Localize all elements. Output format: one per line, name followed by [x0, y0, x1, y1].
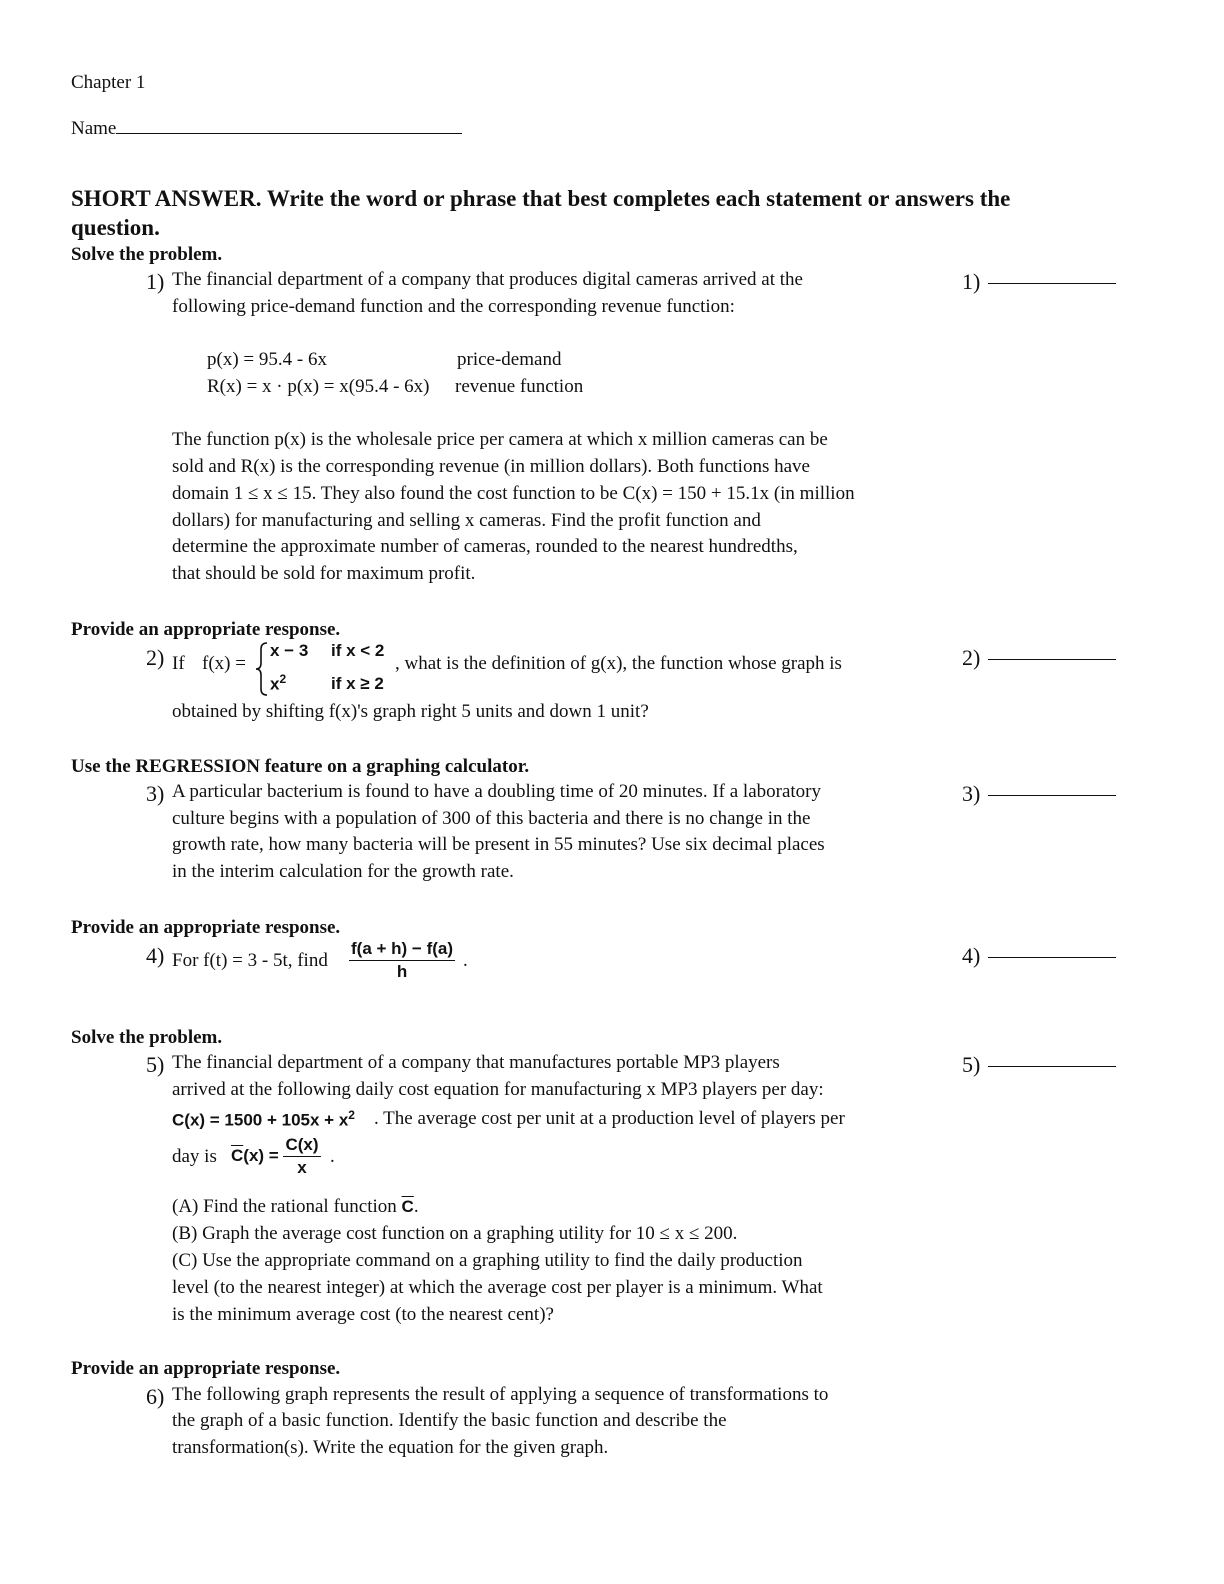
question-text: The function p(x) is the wholesale price per camera at which x million cameras can be — [172, 429, 828, 450]
question-text: A particular bacterium is found to have a doubling time of 20 minutes. If a laboratory — [172, 781, 821, 802]
name-blank-line[interactable] — [116, 133, 462, 134]
answer-blank[interactable] — [962, 269, 1116, 295]
question-text: obtained by shifting f(x)'s graph right 5 units and down 1 unit? — [172, 701, 649, 722]
answer-number: 2) — [962, 645, 981, 670]
question-text: arrived at the following daily cost equation for manufacturing x MP3 players per day: — [172, 1079, 824, 1100]
piecewise-case-2: $x^2$ — [270, 672, 287, 694]
question-text: The financial department of a company that produces digital cameras arrived at the — [172, 269, 803, 290]
piecewise-case-1: x − 3 — [270, 641, 309, 660]
period: . — [330, 1146, 335, 1167]
equation: p(x) = 95.4 - 6x — [207, 349, 327, 370]
question-text: growth rate, how many bacteria will be present in 55 minutes? Use six decimal places — [172, 834, 825, 855]
part-c: level (to the nearest integer) at which the average cost per player is a minimum. What — [172, 1277, 823, 1298]
answer-blank[interactable] — [962, 1052, 1116, 1078]
difference-quotient: $\frac{f(a + h) - f(a)}{h}$ — [351, 939, 454, 981]
chapter-title: Chapter 1 — [71, 72, 146, 93]
answer-blank[interactable] — [962, 943, 1116, 969]
question-number: 4) — [146, 943, 165, 968]
question-text: day is — [172, 1146, 217, 1167]
piecewise-condition-1: if x < 2 — [331, 641, 385, 660]
answer-line[interactable] — [988, 283, 1116, 284]
answer-blank[interactable] — [962, 781, 1116, 807]
question-text: dollars) for manufacturing and selling x cameras. Find the profit function and — [172, 510, 761, 531]
instructions-line-1: SHORT ANSWER. Write the word or phrase that best completes each statement or answers the — [71, 186, 1011, 211]
piecewise-condition-2: if x ≥ 2 — [331, 674, 384, 693]
question-text: The financial department of a company that manufactures portable MP3 players — [172, 1052, 780, 1073]
cost-equation: $C(x) = 1500 + 105x + x^2$ — [172, 1108, 355, 1130]
name-field[interactable] — [71, 118, 462, 140]
if-label: If — [172, 653, 185, 674]
question-text: in the interim calculation for the growth rate. — [172, 861, 514, 882]
question-text: sold and R(x) is the corresponding revenue (in million dollars). Both functions have — [172, 456, 810, 477]
question-text: the graph of a basic function. Identify the basic function and describe the — [172, 1410, 727, 1431]
equation-label: price-demand — [457, 349, 562, 370]
question-text: following price-demand function and the corresponding revenue function: — [172, 296, 735, 317]
section-heading: Solve the problem. — [71, 1027, 223, 1048]
function-label: f(x) = — [202, 653, 246, 674]
question-number: 5) — [146, 1052, 165, 1077]
section-heading: Provide an appropriate response. — [71, 1358, 341, 1379]
question-text: . The average cost per unit at a production level of players per — [374, 1108, 845, 1129]
part-b: (B) Graph the average cost function on a graphing utility for 10 ≤ x ≤ 200. — [172, 1223, 738, 1244]
question-text: determine the approximate number of cameras, rounded to the nearest hundredths, — [172, 536, 798, 557]
question-text: domain 1 ≤ x ≤ 15. They also found the cost function to be C(x) = 150 + 15.1x (in million — [172, 483, 855, 504]
section-heading: Provide an appropriate response. — [71, 619, 341, 640]
part-a: (A) Find the rational function $\overline{C}$. — [172, 1196, 419, 1217]
left-brace-icon — [254, 641, 270, 697]
answer-blank[interactable] — [962, 645, 1116, 671]
question-text: that should be sold for maximum profit. — [172, 563, 476, 584]
instructions-line-2: question. — [71, 215, 160, 240]
part-c: is the minimum average cost (to the nearest cent)? — [172, 1304, 554, 1325]
question-text: culture begins with a population of 300 of this bacteria and there is no change in the — [172, 808, 811, 829]
question-number: 3) — [146, 781, 165, 806]
question-number: 6) — [146, 1384, 165, 1409]
question-text: The following graph represents the result of applying a sequence of transformations to — [172, 1384, 829, 1405]
answer-line[interactable] — [988, 1066, 1116, 1067]
answer-line[interactable] — [988, 659, 1116, 660]
section-heading: Use the REGRESSION feature on a graphing calculator. — [71, 756, 530, 777]
equation-label: revenue function — [455, 376, 584, 397]
answer-line[interactable] — [988, 957, 1116, 958]
question-number: 1) — [146, 269, 165, 294]
period: . — [463, 950, 468, 971]
answer-number: 5) — [962, 1052, 981, 1077]
average-cost-equation: $\overline{C}(x)$ = $\frac{C(x)}{x}$ — [231, 1135, 319, 1177]
section-heading: Provide an appropriate response. — [71, 917, 341, 938]
answer-line[interactable] — [988, 795, 1116, 796]
equation: R(x) = x · p(x) = x(95.4 - 6x) — [207, 376, 430, 397]
part-c: (C) Use the appropriate command on a graphing utility to find the daily production — [172, 1250, 803, 1271]
question-text: For f(t) = 3 - 5t, find — [172, 950, 328, 971]
name-label: Name — [71, 118, 117, 139]
answer-number: 4) — [962, 943, 981, 968]
answer-number: 1) — [962, 269, 981, 294]
question-text: transformation(s). Write the equation for the given graph. — [172, 1437, 609, 1458]
section-heading: Solve the problem. — [71, 244, 223, 265]
question-number: 2) — [146, 645, 165, 670]
answer-number: 3) — [962, 781, 981, 806]
question-text: , what is the definition of g(x), the function whose graph is — [395, 653, 842, 674]
